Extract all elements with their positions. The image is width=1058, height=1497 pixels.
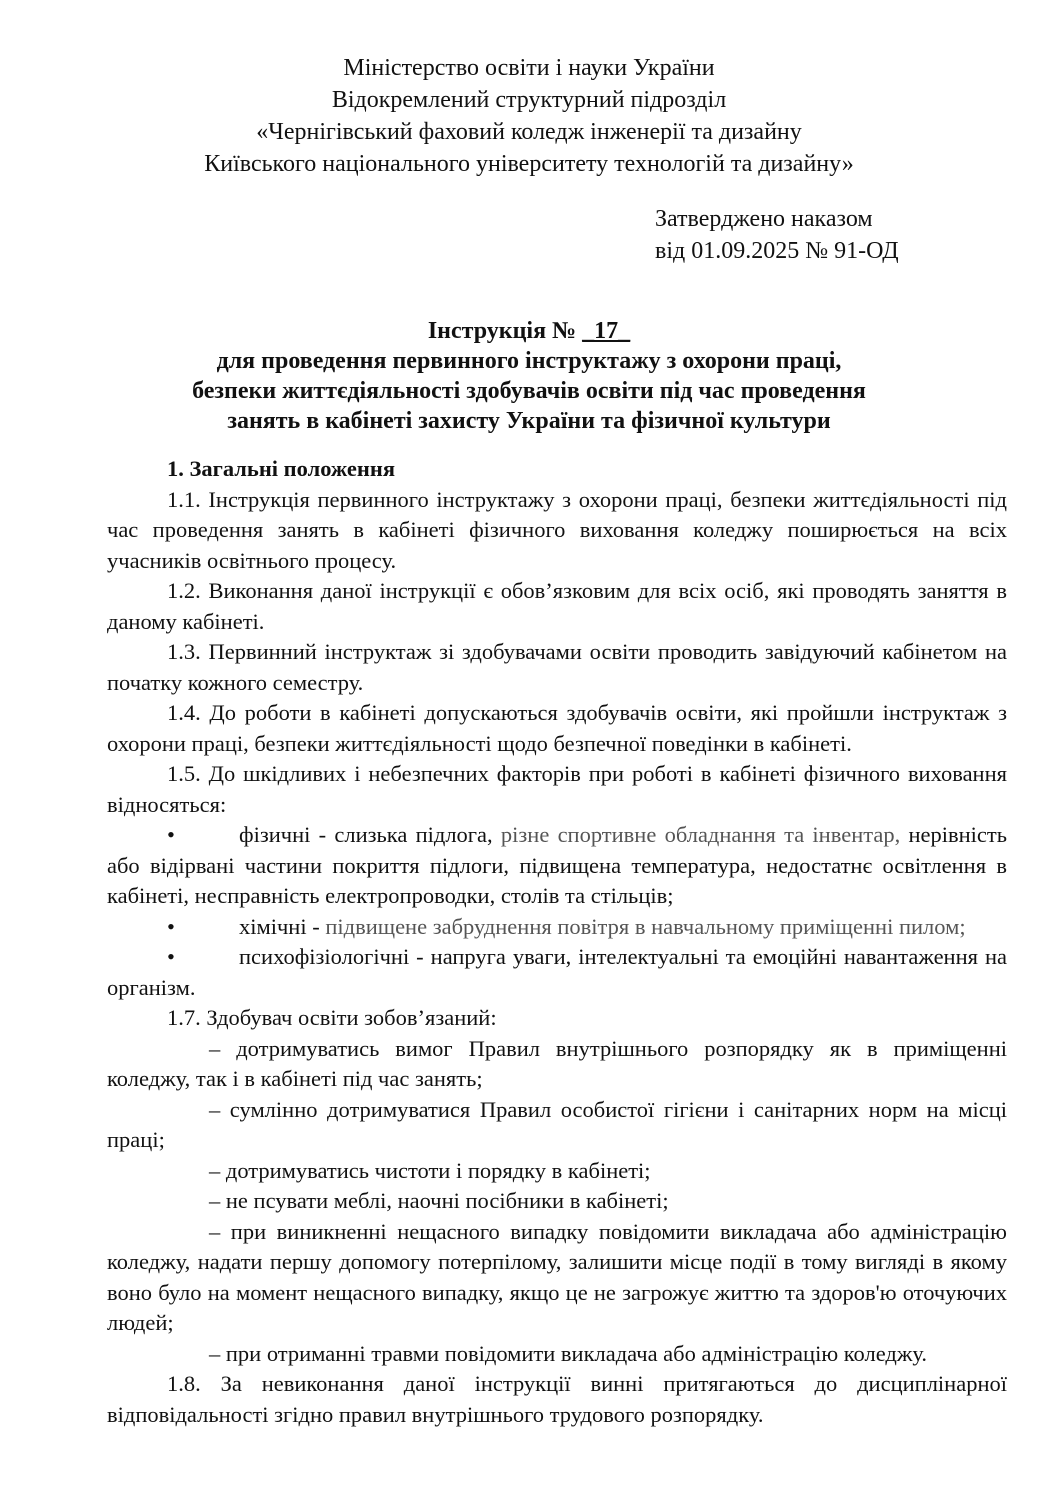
paragraph-1-4: 1.4. До роботи в кабінеті допускаються здобувачів освіти, які пройшли інструктаж з охорони праці, безпеки життєдіяльності щодо безпечної поведінки в кабінеті.: [107, 700, 1007, 756]
title-line-3: безпеки життєдіяльності здобувачів освіти під час проведення: [192, 378, 866, 404]
college-line: «Чернігівський фаховий коледж інженерії та дизайну: [256, 119, 802, 145]
duty-item: – сумлінно дотримуватися Правил особистої гігієни і санітарних норм на місці праці;: [107, 1096, 1007, 1152]
paragraph-1-5: 1.5. До шкідливих і небезпечних факторів при роботі в кабінеті фізичного виховання відносяться:: [107, 761, 1007, 817]
section-heading: 1. Загальні положення: [167, 456, 395, 481]
instruction-number: _17_: [582, 318, 631, 344]
hazard-bullet-psychophysiological: • психофізіологічні - напруга уваги, інтелектуальні та емоційні навантаження на організм.: [107, 944, 1007, 1000]
paragraph-1-8: 1.8. За невиконання даної інструкції винні притягаються до дисциплінарної відповідальності згідно правил внутрішнього трудового розпорядку.: [107, 1371, 1007, 1427]
document-body: [107, 454, 1007, 1430]
title-line-4: занять в кабінеті захисту України та фізичної культури: [227, 408, 831, 434]
subdivision-line: Відокремлений структурний підрозділ: [331, 87, 727, 113]
bullet-icon: •: [167, 822, 175, 847]
instruction-number-line: [0, 316, 1058, 346]
duty-item: – дотримуватись чистоти і порядку в кабінеті;: [209, 1157, 651, 1183]
paragraph-1-3: 1.3. Первинний інструктаж зі здобувачами освіти проводить завідуючий кабінетом на початку кожного семестру.: [107, 639, 1007, 695]
instruction-title: [0, 316, 1058, 436]
paragraph-1-2: 1.2. Виконання даної інструкції є обов’язковим для всіх осіб, які проводять заняття в даному кабінеті.: [107, 578, 1007, 634]
university-line: Київського національного університету технологій та дизайну»: [204, 151, 854, 177]
approval-block: [655, 203, 899, 267]
title-line-2: для проведення первинного інструктажу з охорони праці,: [216, 348, 842, 374]
ministry-line: Міністерство освіти і науки України: [343, 55, 715, 81]
duty-item: – не псувати меблі, наочні посібники в кабінеті;: [209, 1188, 669, 1213]
instruction-prefix: Інструкція №: [427, 318, 583, 344]
duty-item: – при виникненні нещасного випадку повідомити викладача або адміністрацію коледжу, надати першу допомогу потерпілому, залишити місце події в тому вигляді в якому воно було на момент нещасного випадку, якщо це не загрожує життю та здоров'ю оточуючих людей;: [107, 1218, 1007, 1335]
approval-order: від 01.09.2025 № 91-ОД: [655, 238, 899, 264]
bullet-icon: •: [167, 944, 175, 969]
paragraph-1-1: 1.1. Інструкція первинного інструктажу з охорони праці, безпеки життєдіяльності під час проведення занять в кабінеті фізичного виховання коледжу поширюється на всіх учасників освітнього процесу.: [107, 486, 1007, 573]
institution-header: [0, 52, 1058, 180]
duty-item: – при отриманні травми повідомити викладача або адміністрацію коледжу.: [209, 1340, 928, 1366]
approval-label: Затверджено наказом: [655, 206, 873, 232]
bullet-icon: •: [167, 913, 175, 939]
paragraph-1-7: 1.7. Здобувач освіти зобов’язаний:: [167, 1005, 497, 1030]
hazard-bullet-chemical: • хімічні - підвищене забруднення повітря в навчальному приміщенні пилом;: [107, 912, 1007, 943]
hazard-bullet-physical: • фізичні - слизька підлога, різне спортивне обладнання та інвентар, нерівність або відірвані частини покриття підлоги, підвищена температура, недостатнє освітлення в кабінеті, несправність електропроводки, столів та стільців;: [107, 822, 1007, 908]
duty-item: – дотримуватись вимог Правил внутрішнього розпорядку як в приміщенні коледжу, так і в кабінеті під час занять;: [107, 1035, 1007, 1091]
